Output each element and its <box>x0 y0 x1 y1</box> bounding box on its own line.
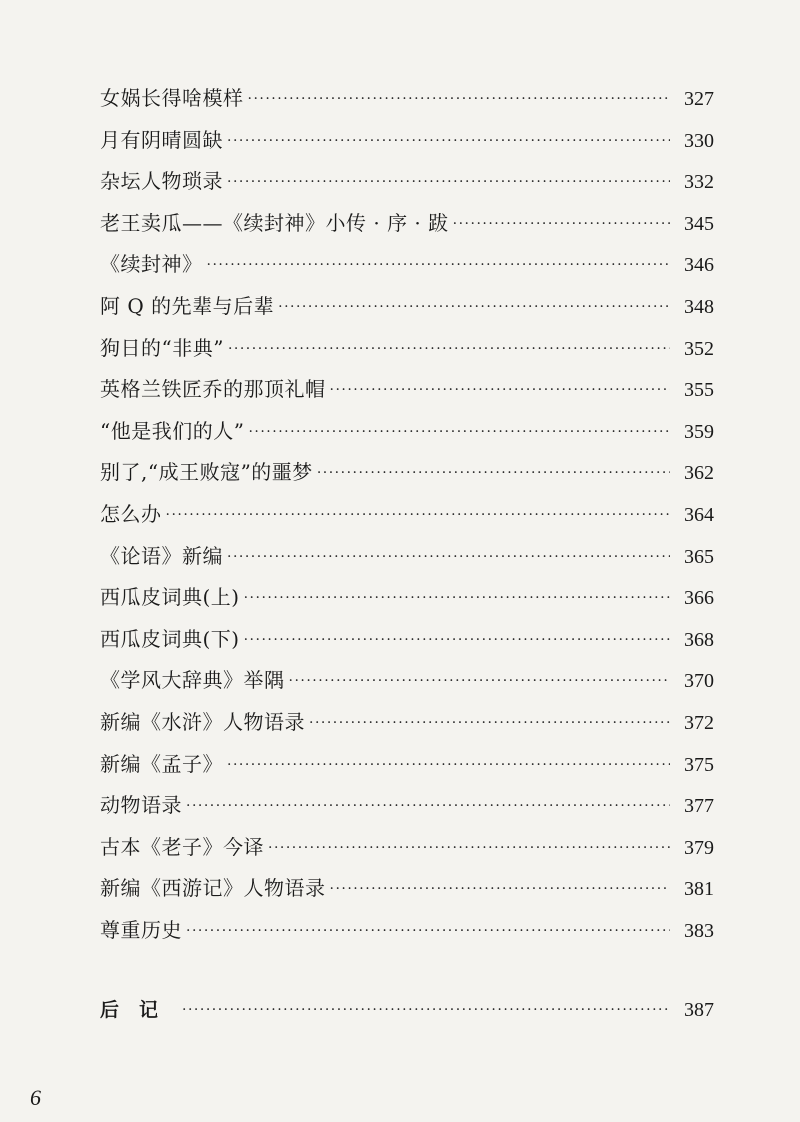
toc-entry-title: 西瓜皮词典(下) <box>100 626 240 651</box>
toc-entry[interactable] <box>100 452 714 494</box>
toc-entry-title: 《续封神》 <box>100 252 203 277</box>
toc-entry-title: 《论语》新编 <box>100 543 223 568</box>
toc-entry[interactable] <box>100 827 714 869</box>
toc-entry-page: 332 <box>684 171 714 194</box>
toc-entry-page: 366 <box>684 587 714 610</box>
toc-dot-leader <box>453 204 670 246</box>
toc-entry-page: 365 <box>684 545 714 568</box>
toc-entry[interactable] <box>100 702 714 744</box>
toc-entry-page: 362 <box>684 462 714 485</box>
toc-dot-leader <box>268 828 670 870</box>
toc-entry-page: 370 <box>684 670 714 693</box>
toc-entry-page: 327 <box>684 88 714 110</box>
toc-entry-page: 375 <box>684 753 714 776</box>
toc-dot-leader <box>244 620 670 662</box>
toc-entry-title: 杂坛人物琐录 <box>100 169 223 194</box>
toc-entry-title: 西瓜皮词典(上) <box>100 585 240 610</box>
toc-entry-title: 《学风大辞典》举隅 <box>100 668 285 693</box>
toc-entry-page: 345 <box>684 212 714 235</box>
toc-entry-page: 381 <box>684 878 714 901</box>
toc-entry-title: 新编《孟子》 <box>100 751 223 776</box>
toc-entry-title: 女娲长得啥模样 <box>100 86 244 110</box>
toc-entry[interactable] <box>100 868 714 910</box>
toc-entry-title: “他是我们的人” <box>100 418 245 443</box>
toc-entry-title: 动物语录 <box>100 793 182 818</box>
toc-entry[interactable] <box>100 120 714 162</box>
toc-entry-page: 355 <box>684 379 714 402</box>
toc-dot-leader <box>186 786 670 828</box>
toc-entry[interactable] <box>100 203 714 245</box>
toc-dot-leader <box>227 537 670 579</box>
toc-entry[interactable] <box>100 910 714 952</box>
toc-dot-leader <box>278 287 670 329</box>
toc-dot-leader <box>309 703 670 745</box>
toc-dot-leader <box>166 495 671 537</box>
page-number: 6 <box>30 1085 41 1110</box>
toc-entry-page: 346 <box>684 254 714 277</box>
toc-entry[interactable] <box>100 369 714 411</box>
toc-dot-leader <box>182 990 670 1032</box>
toc-entry-page: 372 <box>684 711 714 734</box>
toc-entry-title: 新编《西游记》人物语录 <box>100 876 326 901</box>
toc-entry[interactable] <box>100 328 714 370</box>
toc-entry-title: 阿 Q 的先辈与后辈 <box>100 293 275 318</box>
toc-entry[interactable] <box>100 244 714 286</box>
toc-entry[interactable] <box>100 577 714 619</box>
toc-dot-leader <box>248 412 670 454</box>
toc-dot-leader <box>228 329 670 371</box>
toc-dot-leader <box>186 911 670 953</box>
toc-dot-leader <box>317 453 670 495</box>
toc-dot-leader <box>248 79 671 121</box>
toc-entry-page: 352 <box>684 337 714 360</box>
toc-entry[interactable] <box>100 744 714 786</box>
toc-entry-title: 老王卖瓜——《续封神》小传 · 序 · 跋 <box>100 210 449 235</box>
toc-entry[interactable] <box>100 161 714 203</box>
toc-entry[interactable] <box>100 536 714 578</box>
toc-entry-title: 月有阴晴圆缺 <box>100 127 223 152</box>
toc-afterword-title: 后记 <box>100 999 179 1021</box>
toc-entry-page: 368 <box>684 628 714 651</box>
toc-entry[interactable] <box>100 494 714 536</box>
toc-entry-page: 377 <box>684 795 714 818</box>
toc-entry-page: 348 <box>684 295 714 318</box>
toc-dot-leader <box>330 370 671 412</box>
toc-entry[interactable] <box>100 660 714 702</box>
toc-dot-leader <box>289 661 671 703</box>
table-of-contents <box>100 78 714 951</box>
toc-entry-page: 330 <box>684 129 714 152</box>
toc-entry-title: 新编《水浒》人物语录 <box>100 709 305 734</box>
toc-entry-page: 383 <box>684 919 714 942</box>
toc-entry[interactable] <box>100 619 714 661</box>
toc-entry-page: 364 <box>684 503 714 526</box>
toc-dot-leader <box>227 162 670 204</box>
toc-dot-leader <box>244 578 670 620</box>
toc-entry-title: 怎么办 <box>100 501 162 526</box>
toc-entry-title: 尊重历史 <box>100 917 182 942</box>
toc-entry[interactable] <box>100 286 714 328</box>
toc-entry-title: 古本《老子》今译 <box>100 834 264 859</box>
toc-afterword <box>100 990 714 1032</box>
toc-dot-leader <box>330 869 671 911</box>
toc-afterword-page: 387 <box>684 999 714 1021</box>
toc-entry[interactable] <box>100 785 714 827</box>
toc-entry[interactable] <box>100 78 714 120</box>
toc-entry-title: 别了,“成王败寇”的噩梦 <box>100 460 313 485</box>
toc-entry-title: 狗日的“非典” <box>100 335 224 360</box>
toc-entry[interactable] <box>100 411 714 453</box>
toc-dot-leader <box>207 245 671 287</box>
toc-entry-page: 359 <box>684 420 714 443</box>
toc-entry-page: 379 <box>684 836 714 859</box>
toc-entry-afterword[interactable] <box>100 990 714 1032</box>
toc-entry-title: 英格兰铁匠乔的那顶礼帽 <box>100 377 326 402</box>
toc-dot-leader <box>227 121 670 163</box>
toc-dot-leader <box>227 745 670 787</box>
